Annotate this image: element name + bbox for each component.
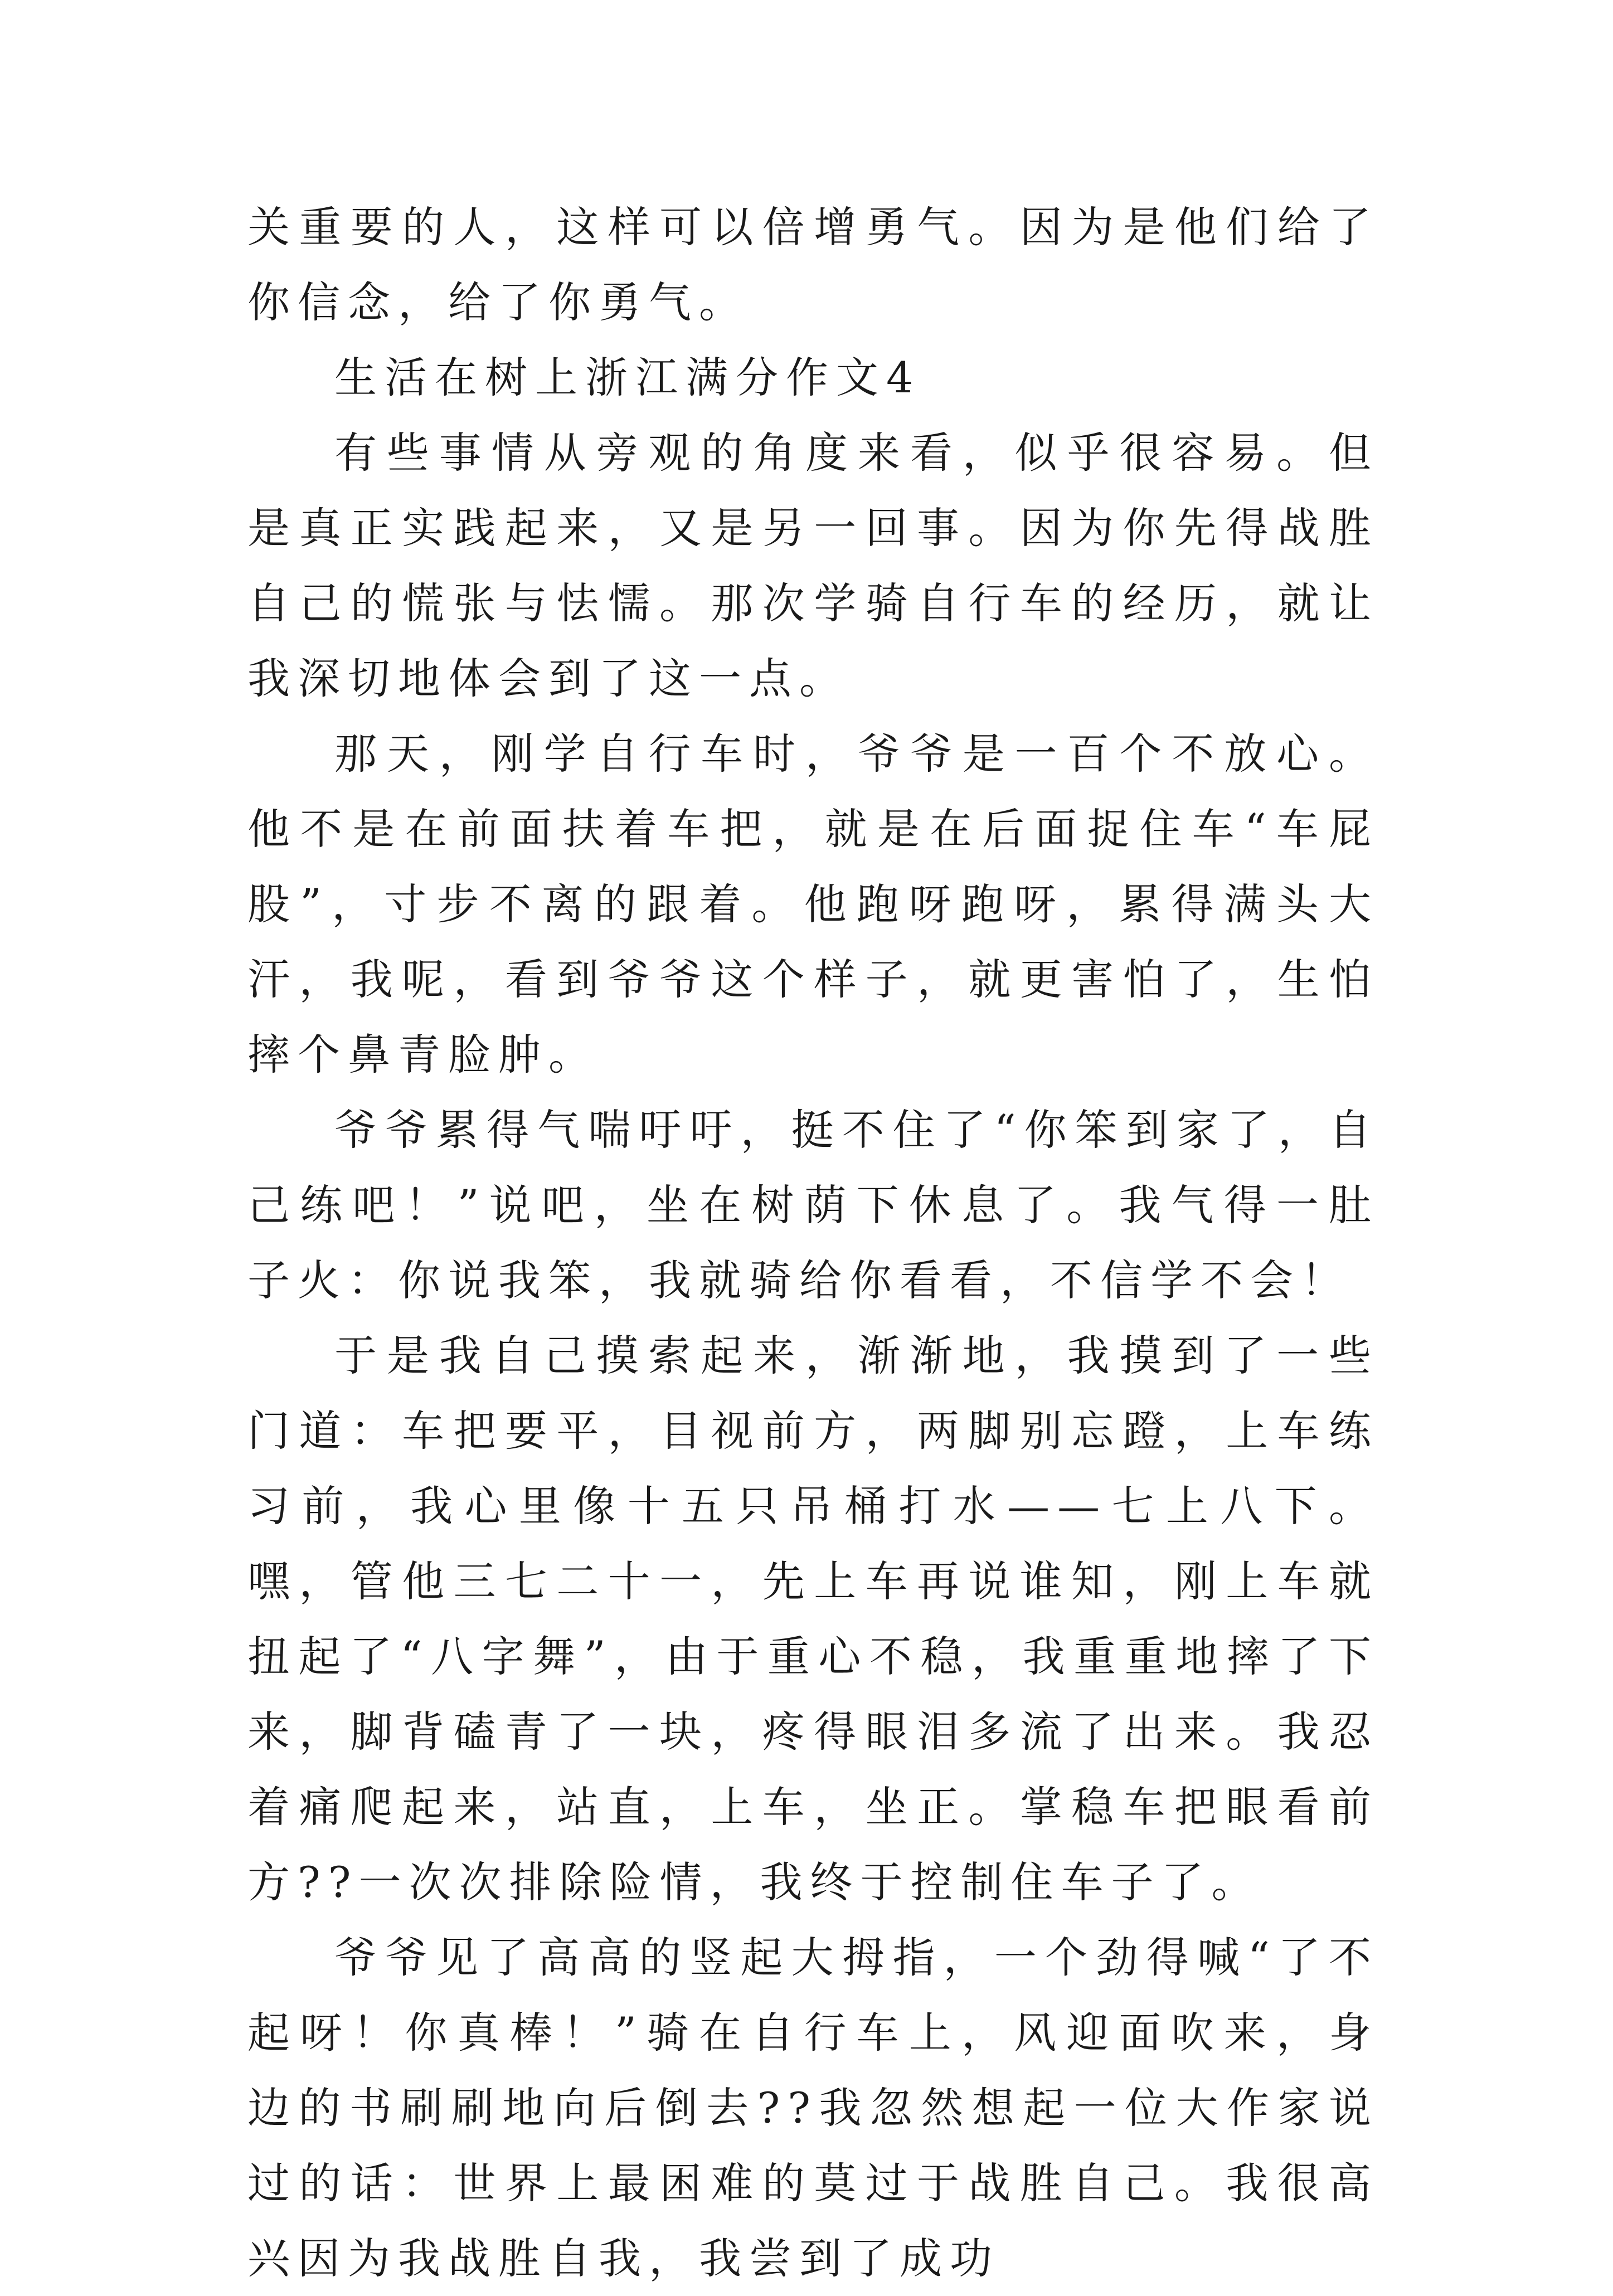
paragraph-2: 有些事情从旁观的角度来看，似乎很容易。但是真正实践起来，又是另一回事。因为你先得战胜自己的慌张与怯懦。那次学骑自行车的经历，就让我深切地体会到了这一点。: [247, 428, 1379, 703]
document-body: [247, 189, 1379, 2296]
paragraph-4: 爷爷累得气喘吁吁，挺不住了“你笨到家了，自己练吧！”说吧，坐在树荫下休息了。我气得一肚子火：你说我笨，我就骑给你看看，不信学不会！: [247, 1105, 1379, 1305]
paragraph-3: 那天，刚学自行车时，爷爷是一百个不放心。他不是在前面扶着车把，就是在后面捉住车“车屁股”，寸步不离的跟着。他跑呀跑呀，累得满头大汗，我呢，看到爷爷这个样子，就更害怕了，生怕摔个鼻青脸肿。: [247, 729, 1379, 1079]
paragraph-6: 爷爷见了高高的竖起大拇指，一个劲得喊“了不起呀！你真棒！”骑在自行车上，风迎面吹来，身边的书刷刷地向后倒去??我忽然想起一位大作家说过的话：世界上最困难的莫过于战胜自己。我很高兴因为我战胜自我，我尝到了成功: [247, 1933, 1379, 2283]
paragraph-1: 关重要的人，这样可以倍增勇气。因为是他们给了你信念，给了你勇气。: [247, 202, 1379, 327]
paragraph-5: 于是我自己摸索起来，渐渐地，我摸到了一些门道：车把要平，目视前方，两脚别忘蹬，上车练习前，我心里像十五只吊桶打水——七上八下。嘿，管他三七二十一，先上车再说谁知，刚上车就扭起了“八字舞”，由于重心不稳，我重重地摔了下来，脚背磕青了一块，疼得眼泪多流了出来。我忍着痛爬起来，站直，上车，坐正。掌稳车把眼看前方??一次次排除险情，我终于控制住车子了。: [247, 1331, 1379, 1907]
essay-heading: 生活在树上浙江满分作文4: [334, 353, 921, 402]
